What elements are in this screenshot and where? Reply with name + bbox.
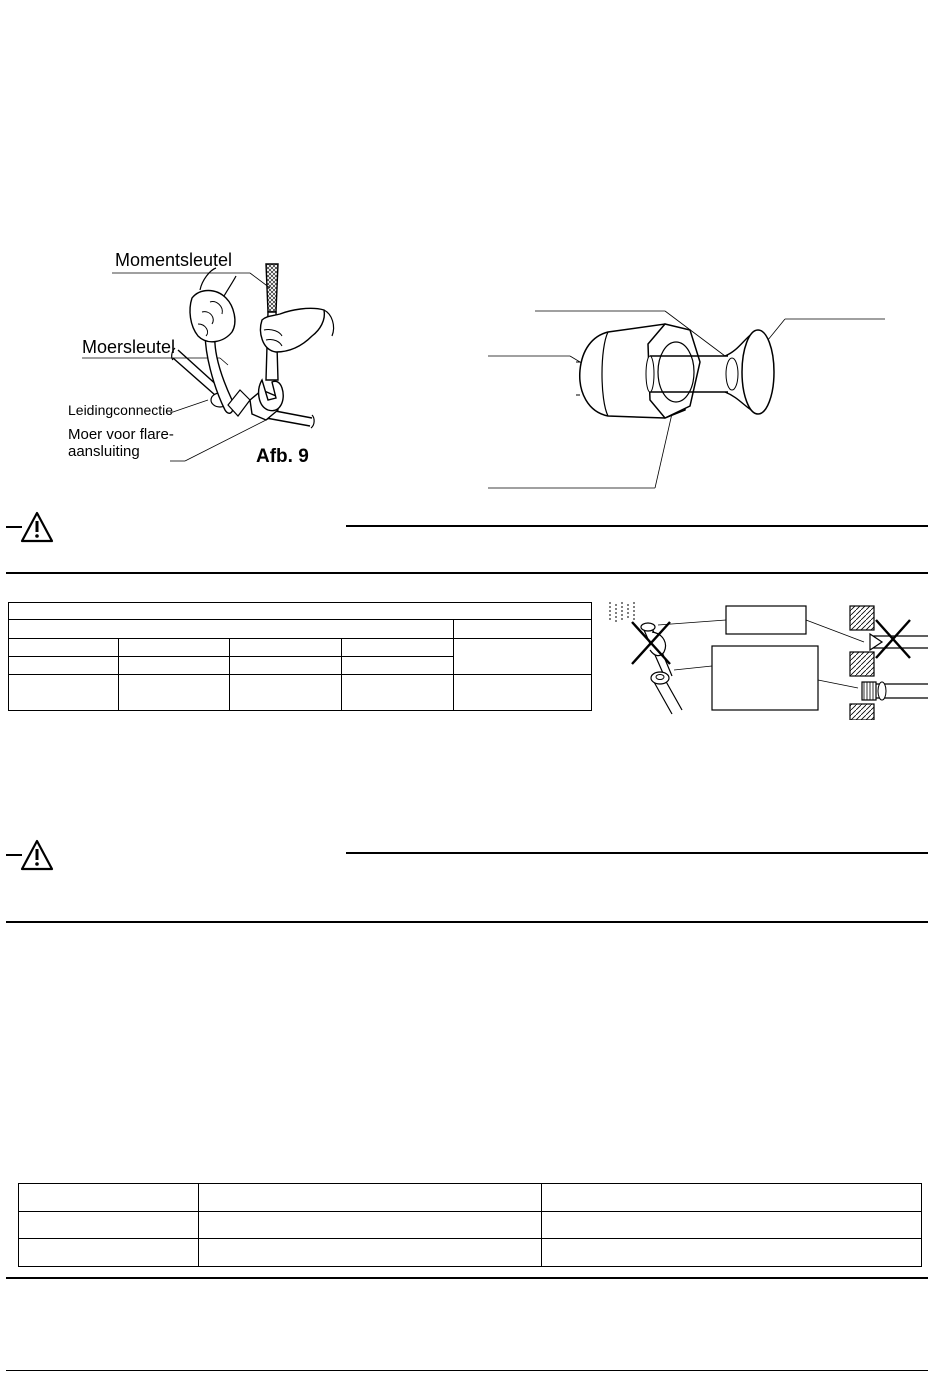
warning-divider-top bbox=[346, 525, 928, 527]
table-cell bbox=[199, 1212, 542, 1239]
table-cell bbox=[9, 657, 119, 675]
table-cell bbox=[119, 639, 230, 657]
table-cell bbox=[342, 675, 454, 711]
table-cell bbox=[119, 657, 230, 675]
table-cell bbox=[230, 657, 342, 675]
figure-caption: Afb. 9 bbox=[256, 446, 309, 467]
table-cell bbox=[199, 1184, 542, 1212]
table-row bbox=[9, 675, 592, 711]
pipe-handling-illustration bbox=[606, 600, 930, 720]
warning-divider-bottom bbox=[6, 921, 928, 923]
table-row bbox=[19, 1239, 922, 1267]
table-cell bbox=[19, 1184, 199, 1212]
table-cell bbox=[342, 639, 454, 657]
figure-pipe-handling bbox=[606, 600, 930, 720]
warning-triangle-icon bbox=[20, 511, 54, 543]
table-cell bbox=[230, 639, 342, 657]
warning-block-2 bbox=[0, 836, 950, 931]
table-cell bbox=[542, 1239, 922, 1267]
table-row bbox=[19, 1212, 922, 1239]
section-divider bbox=[6, 1277, 928, 1279]
table-cell bbox=[542, 1184, 922, 1212]
table-cell bbox=[342, 657, 454, 675]
table-row bbox=[9, 603, 592, 620]
label-moer-line2: aansluiting bbox=[68, 443, 140, 460]
warning-divider-top bbox=[346, 852, 928, 854]
label-momentsleutel: Momentsleutel bbox=[115, 250, 233, 270]
crossed-out-icon bbox=[876, 620, 910, 658]
table-row bbox=[19, 1184, 922, 1212]
table-cell bbox=[9, 675, 119, 711]
figure-flare-nut bbox=[480, 300, 900, 500]
table-cell bbox=[9, 639, 119, 657]
bottom-table bbox=[18, 1183, 922, 1267]
flare-nut-illustration bbox=[480, 300, 900, 500]
label-moer-line1: Moer voor flare- bbox=[68, 426, 174, 443]
label-moersleutel: Moersleutel bbox=[82, 337, 176, 357]
label-leidingconnectie: Leidingconnectie bbox=[68, 402, 174, 418]
table-cell bbox=[9, 620, 454, 639]
table-cell bbox=[19, 1239, 199, 1267]
table-cell bbox=[542, 1212, 922, 1239]
table-cell bbox=[454, 620, 592, 639]
table-cell bbox=[454, 675, 592, 711]
warning-block-1 bbox=[0, 508, 950, 578]
footer-divider bbox=[6, 1370, 928, 1371]
figure-9 bbox=[40, 240, 340, 470]
table-cell bbox=[230, 675, 342, 711]
warning-divider-bottom bbox=[6, 572, 928, 574]
table-cell bbox=[19, 1212, 199, 1239]
torque-table bbox=[8, 602, 592, 711]
table-cell bbox=[119, 675, 230, 711]
warning-triangle-icon bbox=[20, 839, 54, 871]
table-cell bbox=[454, 639, 592, 675]
table-cell bbox=[9, 603, 592, 620]
table-cell bbox=[199, 1239, 542, 1267]
table-row bbox=[9, 639, 592, 657]
table-row bbox=[9, 620, 592, 639]
